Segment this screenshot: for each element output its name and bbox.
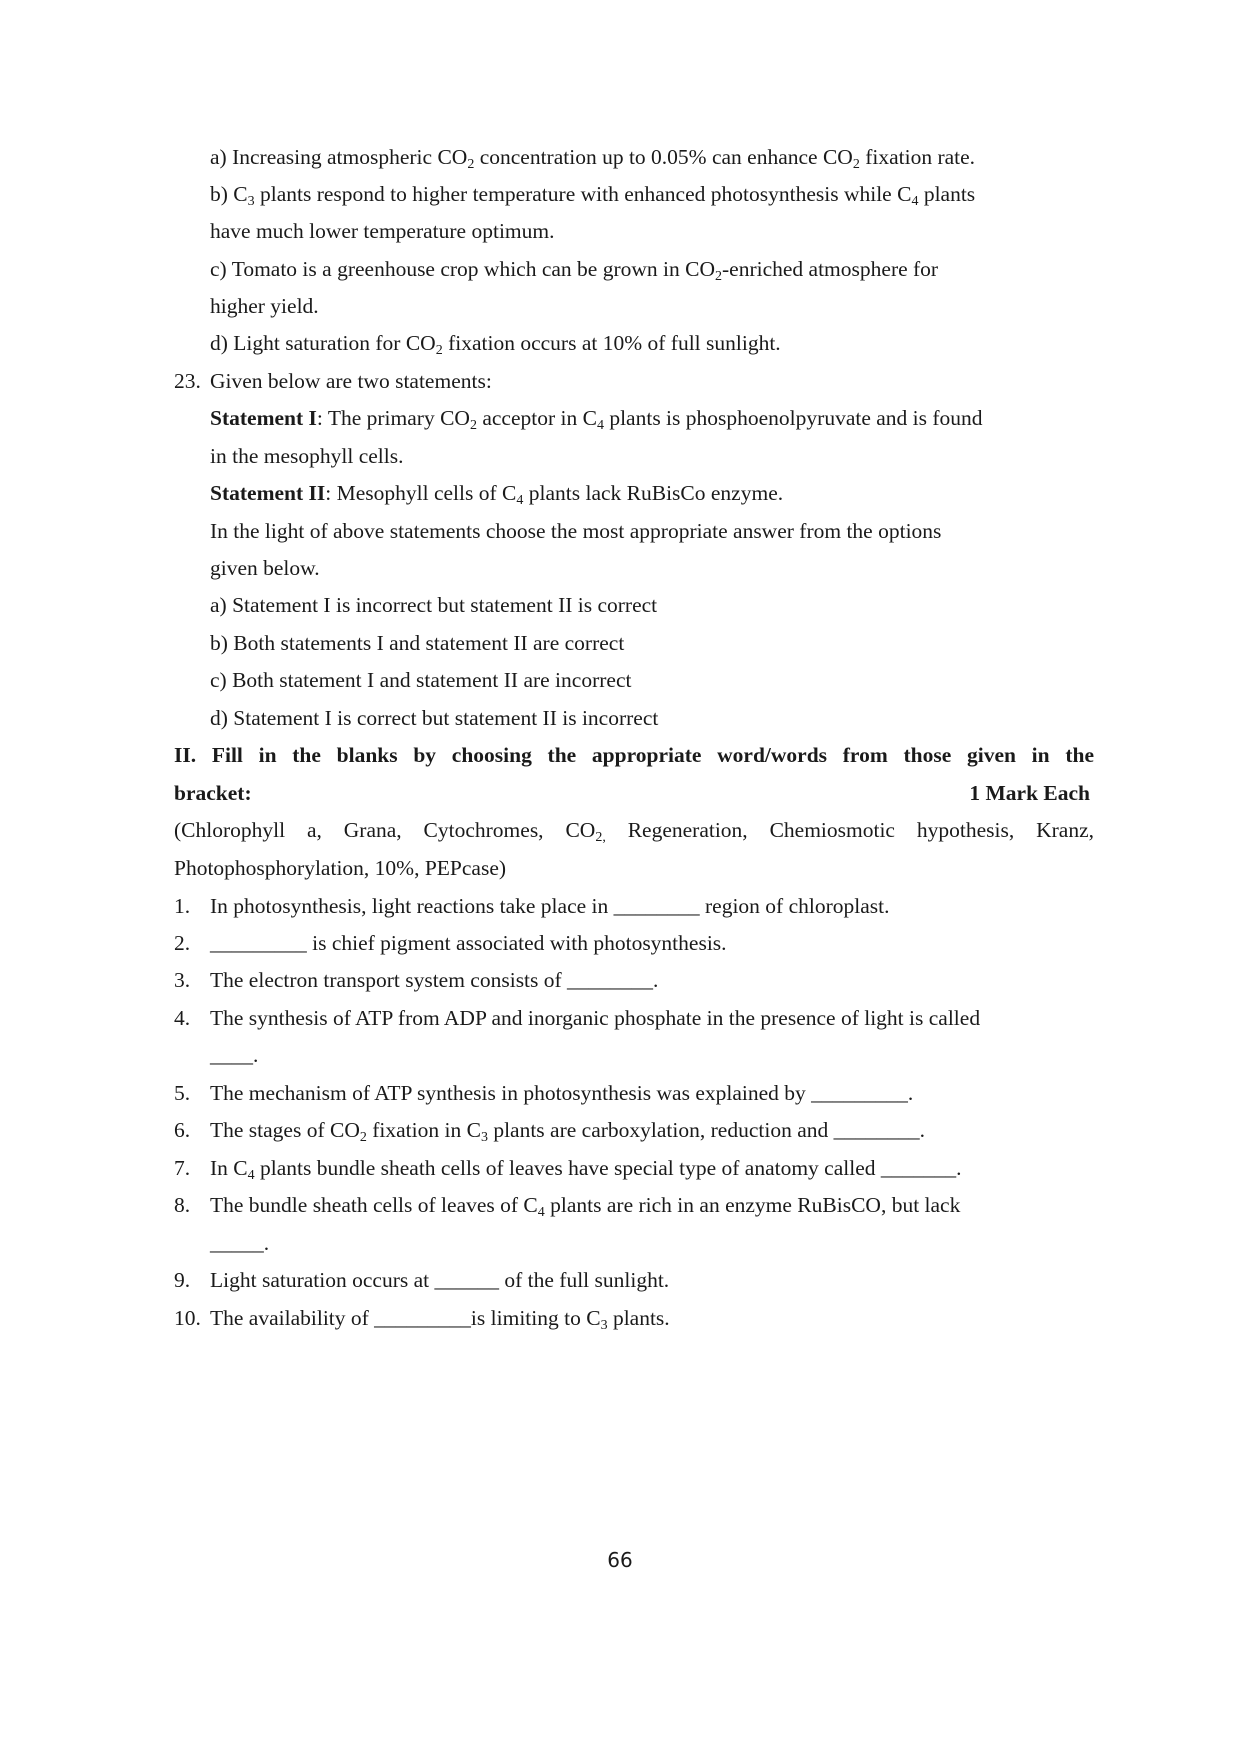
blank-item-text: The availability of _________is limiting to $C_3$ plants. (210, 1306, 670, 1333)
page-number: 66 (607, 1548, 633, 1572)
blank-item-text: The synthesis of ATP from ADP and inorganic phosphate in the presence of light is called (210, 1006, 981, 1030)
blank-item-text: The mechanism of ATP synthesis in photosynthesis was explained by _________. (210, 1081, 914, 1105)
q23-stem: Given below are two statements: (210, 369, 492, 393)
q22-option-d: d) Light saturation for $CO_2$ fixation occurs at 10% of full sunlight. (210, 331, 781, 358)
section-heading: II. Fill in the blanks by choosing the appropriate word/words from those given in the (174, 743, 1094, 767)
blank-item-number: 4. (174, 1006, 191, 1030)
q22-option-c: c) Tomato is a greenhouse crop which can be grown in $CO_2$-enriched atmosphere for (210, 257, 939, 284)
q23-statement-1: Statement I: The primary $CO_2$ acceptor in $C_4$ plants is phosphoenolpyruvate and is found (210, 406, 983, 433)
blank-item-text: In photosynthesis, light reactions take place in ________ region of chloroplast. (210, 894, 890, 918)
blank-item-text: _________ is chief pigment associated with photosynthesis. (210, 931, 727, 955)
blank-item-number: 7. (174, 1156, 191, 1180)
q23-number: 23. (174, 369, 201, 393)
q23-option-b: b) Both statements I and statement II are correct (210, 631, 625, 655)
q23-option-a: a) Statement I is incorrect but statement II is correct (210, 593, 658, 617)
blank-item-text: The electron transport system consists of ________. (210, 968, 659, 992)
blank-item-number: 1. (174, 894, 191, 918)
blank-item-number: 5. (174, 1081, 191, 1105)
q23-statement-2: Statement II: Mesophyll cells of $C_4$ plants lack RuBisCo enzyme. (210, 481, 784, 508)
q23-instruction: In the light of above statements choose the most appropriate answer from the options (210, 519, 942, 543)
blank-item-text: In $C_4$ plants bundle sheath cells of leaves have special type of anatomy called _______. (210, 1156, 962, 1183)
q23-statement-1-cont: in the mesophyll cells. (210, 444, 404, 468)
blank-item-text: The bundle sheath cells of leaves of $C_4$ plants are rich in an enzyme RuBisCO, but lack (210, 1193, 961, 1220)
blank-item-number: 3. (174, 968, 191, 992)
blank-item-text: The stages of $CO_2$ fixation in $C_3$ plants are carboxylation, reduction and ________. (210, 1118, 925, 1145)
marks-label: 1 Mark Each (969, 781, 1090, 805)
q22-option-c-cont: higher yield. (210, 294, 319, 318)
q23-instruction-cont: given below. (210, 556, 320, 580)
blank-item-number: 6. (174, 1118, 191, 1142)
q23-option-c: c) Both statement I and statement II are incorrect (210, 668, 632, 692)
q22-option-b: b) $C_3$ plants respond to higher temperature with enhanced photosynthesis while $C_4$ plants (210, 182, 976, 209)
q22-option-b-cont: have much lower temperature optimum. (210, 219, 555, 243)
blank-item-number: 10. (174, 1306, 201, 1330)
blank-item-text-cont: _____. (210, 1231, 270, 1255)
q22-option-a: a) Increasing atmospheric $CO_2$ concentration up to 0.05% can enhance $CO_2$ fixation rate. (210, 145, 976, 172)
blank-item-text-cont: ____. (210, 1043, 259, 1067)
blank-item-number: 2. (174, 931, 191, 955)
blank-item-number: 9. (174, 1268, 191, 1292)
q23-option-d: d) Statement I is correct but statement II is incorrect (210, 706, 659, 730)
blank-item-number: 8. (174, 1193, 191, 1217)
word-bank-cont: Photophosphorylation, 10%, PEPcase) (174, 856, 507, 880)
section-heading-cont: bracket: (174, 781, 252, 805)
blank-item-text: Light saturation occurs at ______ of the full sunlight. (210, 1268, 670, 1292)
word-bank: (Chlorophyll a, Grana, Cytochromes, $CO_{2,}$ Regeneration, Chemiosmotic hypothesis, Kranz, (174, 818, 1094, 845)
